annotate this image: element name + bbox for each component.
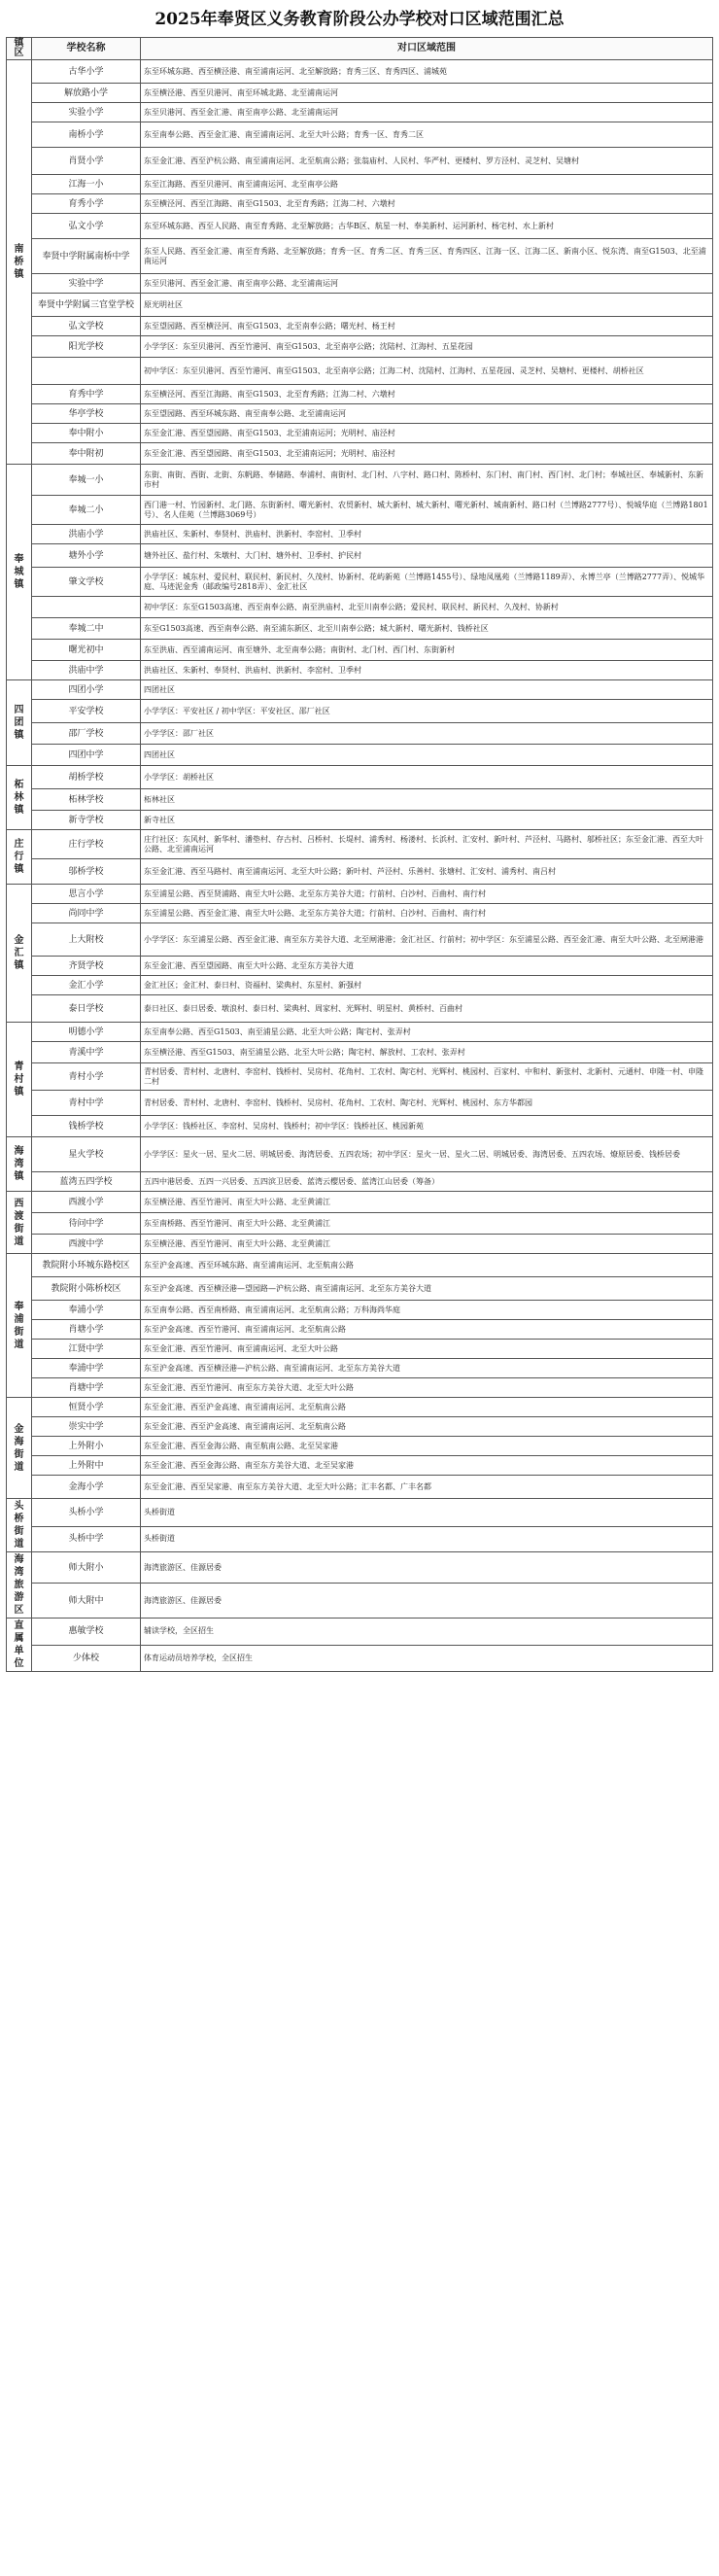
enrollment-table bbox=[6, 37, 713, 1672]
school-name-cell: 上外附小 bbox=[32, 1437, 141, 1456]
range-cell: 东至南奉公路、西至南桥路、南至浦南运河、北至航南公路；万科海尚华庭 bbox=[141, 1301, 713, 1320]
school-name-cell: 崇实中学 bbox=[32, 1417, 141, 1437]
range-cell: 头桥街道 bbox=[141, 1499, 713, 1527]
range-cell: 海湾旅游区、佳源居委 bbox=[141, 1584, 713, 1619]
range-cell: 东至环城东路、西至横泾港、南至浦南运河、北至解放路；育秀三区、育秀四区、浦城苑 bbox=[141, 60, 713, 84]
table-row bbox=[7, 544, 713, 568]
school-name-cell: 肇文学校 bbox=[32, 568, 141, 597]
table-row bbox=[7, 1254, 713, 1277]
range-cell: 西门港一村、竹园新村、北门路、东街新村、曙光新村、农贸新村、城大新村、城大新村、曙光新村、城南新村、路口村（兰博路2777号）、悦城华庭（兰博路1801号）、名人佳苑（兰博路3069号） bbox=[141, 496, 713, 525]
range-cell: 洪庙社区、朱新村、奉贤村、洪庙村、洪新村、李窑村、卫季村 bbox=[141, 661, 713, 680]
range-cell: 东至沪金高速、西至环城东路、南至浦南运河、北至航南公路 bbox=[141, 1254, 713, 1277]
range-cell: 青村居委、青村村、北唐村、李窑村、钱桥村、吴房村、花角村、工农村、陶宅村、光辉村、桃园村、百家村、中和村、新张村、北新村、元通村、申隆一村、申隆二村 bbox=[141, 1063, 713, 1091]
range-cell: 东至横泾港、西至竹港河、南至大叶公路、北至黄浦江 bbox=[141, 1235, 713, 1254]
school-name-cell: 实验小学 bbox=[32, 103, 141, 122]
school-name-cell: 解放路小学 bbox=[32, 84, 141, 103]
school-name-cell: 教院附小环城东路校区 bbox=[32, 1254, 141, 1277]
school-name-cell: 金汇小学 bbox=[32, 976, 141, 995]
range-cell: 东至金汇港、西至竹港河、南至浦南运河、北至大叶公路 bbox=[141, 1340, 713, 1359]
school-name-cell: 上外附中 bbox=[32, 1456, 141, 1476]
range-cell: 小学学区：邵厂社区 bbox=[141, 723, 713, 745]
table-row bbox=[7, 1023, 713, 1042]
table-row bbox=[7, 1172, 713, 1192]
range-cell: 金汇社区；金汇村、泰日村、资福村、梁典村、东星村、新强村 bbox=[141, 976, 713, 995]
range-cell: 五四中港居委、五四一兴居委、五四滨卫居委、蓝湾云樱居委、蓝湾江山居委（筹备） bbox=[141, 1172, 713, 1192]
table-row bbox=[7, 424, 713, 443]
range-cell: 小学学区：胡桥社区 bbox=[141, 766, 713, 789]
table-row bbox=[7, 1398, 713, 1417]
range-cell: 东至南奉公路、西至金汇港、南至浦南运河、北至大叶公路；育秀一区、育秀二区 bbox=[141, 122, 713, 148]
school-name-cell: 惠敏学校 bbox=[32, 1619, 141, 1646]
range-cell: 小学学区：东至浦星公路、西至金汇港、南至东方美谷大道、北至闸港港；金汇社区、行前村；初中学区：东至浦星公路、西至金汇港、南至大叶公路、北至闸港港 bbox=[141, 923, 713, 957]
table-row bbox=[7, 661, 713, 680]
school-name-cell: 金海小学 bbox=[32, 1476, 141, 1499]
school-name-cell: 肖塘小学 bbox=[32, 1320, 141, 1340]
table-row bbox=[7, 465, 713, 496]
school-name-cell: 奉城二中 bbox=[32, 618, 141, 640]
table-row bbox=[7, 957, 713, 976]
table-row bbox=[7, 640, 713, 661]
range-cell: 东至金汇港、西至吴家港、南至东方美谷大道、北至大叶公路；汇丰名都、广丰名都 bbox=[141, 1476, 713, 1499]
table-row bbox=[7, 84, 713, 103]
school-name-cell: 奉中附小 bbox=[32, 424, 141, 443]
town-cell: 直属单位 bbox=[7, 1619, 32, 1672]
range-cell: 塘外社区、盐行村、朱墩村、大门村、塘外村、卫季村、护民村 bbox=[141, 544, 713, 568]
school-name-cell: 奉中附初 bbox=[32, 443, 141, 465]
table-row bbox=[7, 1091, 713, 1116]
school-name-cell: 庄行学校 bbox=[32, 830, 141, 859]
table-row bbox=[7, 336, 713, 358]
range-cell: 东至浦星公路、西至金汇港、南至大叶公路、北至东方美谷大道；行前村、白沙村、百曲村、南行村 bbox=[141, 904, 713, 923]
school-name-cell: 柘林学校 bbox=[32, 789, 141, 811]
range-cell: 辅读学校，全区招生 bbox=[141, 1619, 713, 1646]
town-cell: 庄行镇 bbox=[7, 830, 32, 885]
range-cell: 东至G1503高速、西至南奉公路、南至浦东新区、北至川南奉公路；城大新村、曙光新村、钱桥社区 bbox=[141, 618, 713, 640]
range-cell: 东至横泾港、西至G1503、南至浦星公路、北至大叶公路；陶宅村、解放村、工农村、张弄村 bbox=[141, 1042, 713, 1063]
school-name-cell: 实验中学 bbox=[32, 274, 141, 294]
table-row bbox=[7, 976, 713, 995]
table-row bbox=[7, 103, 713, 122]
table-row bbox=[7, 618, 713, 640]
table-row bbox=[7, 60, 713, 84]
school-name-cell: 弘文小学 bbox=[32, 214, 141, 239]
table-row bbox=[7, 1235, 713, 1254]
town-cell: 奉浦街道 bbox=[7, 1254, 32, 1398]
range-cell: 东至沪金高速、西至横泾港—沪杭公路、南至浦南运河、北至东方美谷大道 bbox=[141, 1359, 713, 1378]
school-name-cell bbox=[32, 597, 141, 618]
school-name-cell bbox=[32, 358, 141, 385]
table-row bbox=[7, 496, 713, 525]
range-cell: 头桥街道 bbox=[141, 1526, 713, 1551]
table-row bbox=[7, 122, 713, 148]
table-row bbox=[7, 1116, 713, 1137]
table-row bbox=[7, 443, 713, 465]
table-row bbox=[7, 1417, 713, 1437]
range-cell: 泰日社区、泰日居委、墩浪村、泰日村、梁典村、周家村、光辉村、明星村、黄桥村、百曲村 bbox=[141, 995, 713, 1023]
table-row bbox=[7, 317, 713, 336]
table-row bbox=[7, 175, 713, 194]
table-row bbox=[7, 1526, 713, 1551]
school-name-cell: 钱桥学校 bbox=[32, 1116, 141, 1137]
table-row bbox=[7, 1340, 713, 1359]
town-cell: 柘林镇 bbox=[7, 766, 32, 830]
table-row bbox=[7, 1378, 713, 1398]
school-name-cell: 奉城二小 bbox=[32, 496, 141, 525]
range-cell: 洪庙社区、朱新村、奉贤村、洪庙村、洪新村、李窑村、卫季村 bbox=[141, 525, 713, 544]
school-name-cell: 奉贤中学附属三官堂学校 bbox=[32, 294, 141, 317]
town-cell: 金汇镇 bbox=[7, 885, 32, 1023]
range-cell: 柘林社区 bbox=[141, 789, 713, 811]
table-row bbox=[7, 885, 713, 904]
school-name-cell: 江海一小 bbox=[32, 175, 141, 194]
town-cell: 西渡街道 bbox=[7, 1192, 32, 1254]
table-row bbox=[7, 723, 713, 745]
school-name-cell: 四团中学 bbox=[32, 745, 141, 766]
school-name-cell: 邵厂学校 bbox=[32, 723, 141, 745]
school-name-cell: 肖贤小学 bbox=[32, 148, 141, 175]
range-cell: 东至江海路、西至贝港河、南至浦南运河、北至南亭公路 bbox=[141, 175, 713, 194]
school-name-cell: 思言小学 bbox=[32, 885, 141, 904]
range-cell: 青村居委、青村村、北唐村、李窑村、钱桥村、吴房村、花角村、工农村、陶宅村、光辉村、桃园村、东方华都园 bbox=[141, 1091, 713, 1116]
table-row bbox=[7, 358, 713, 385]
table-row bbox=[7, 214, 713, 239]
range-cell: 原光明社区 bbox=[141, 294, 713, 317]
school-name-cell: 待问中学 bbox=[32, 1213, 141, 1235]
school-name-cell: 育秀中学 bbox=[32, 385, 141, 404]
range-cell: 新寺社区 bbox=[141, 811, 713, 830]
range-cell: 东至横泾河、西至江海路、南至G1503、北至育秀路；江海二村、六墩村 bbox=[141, 385, 713, 404]
table-row bbox=[7, 1584, 713, 1619]
town-cell: 四团镇 bbox=[7, 680, 32, 766]
range-cell: 东至望园路、西至环城东路、南至南奉公路、北至浦南运河 bbox=[141, 404, 713, 424]
range-cell: 东至贝港河、西至金汇港、南至南亭公路、北至浦南运河 bbox=[141, 274, 713, 294]
table-row bbox=[7, 239, 713, 274]
table-row bbox=[7, 1476, 713, 1499]
table-row bbox=[7, 995, 713, 1023]
school-name-cell: 新寺学校 bbox=[32, 811, 141, 830]
school-name-cell: 泰日学校 bbox=[32, 995, 141, 1023]
school-name-cell: 育秀小学 bbox=[32, 194, 141, 214]
range-cell: 东至环城东路、西至人民路、南至育秀路、北至解放路；古华B区、航星一村、奉美新村、运河新村、杨宅村、水上新村 bbox=[141, 214, 713, 239]
page-title: 2025年奉贤区义务教育阶段公办学校对口区域范围汇总 bbox=[154, 10, 565, 29]
school-name-cell: 明德小学 bbox=[32, 1023, 141, 1042]
range-cell: 四团社区 bbox=[141, 745, 713, 766]
town-cell: 南桥镇 bbox=[7, 60, 32, 465]
table-row bbox=[7, 568, 713, 597]
range-cell: 小学学区：东至贝港河、西至竹港河、南至G1503、北至南亭公路；沈陆村、江海村、五星花园 bbox=[141, 336, 713, 358]
table-row bbox=[7, 789, 713, 811]
school-name-cell: 师大附小 bbox=[32, 1552, 141, 1584]
range-cell: 东至人民路、西至金汇港、南至育秀路、北至解放路；育秀一区、育秀二区、育秀三区、育秀四区、江海一区、江海二区、新南小区、悦东湾、南至G1503、北至浦南运河 bbox=[141, 239, 713, 274]
table-row bbox=[7, 597, 713, 618]
range-cell: 东至横泾港、西至竹港河、南至大叶公路、北至黄浦江 bbox=[141, 1192, 713, 1213]
school-name-cell: 胡桥学校 bbox=[32, 766, 141, 789]
range-cell: 东至金汇港、西至金海公路、南至东方美谷大道、北至吴家港 bbox=[141, 1456, 713, 1476]
table-row bbox=[7, 1552, 713, 1584]
school-name-cell: 塘外小学 bbox=[32, 544, 141, 568]
table-row bbox=[7, 1192, 713, 1213]
town-cell: 头桥街道 bbox=[7, 1499, 32, 1552]
town-cell: 海湾镇 bbox=[7, 1137, 32, 1192]
table-row bbox=[7, 525, 713, 544]
table-row bbox=[7, 148, 713, 175]
range-cell: 东至望园路、西至横泾河、南至G1503、北至南奉公路；曙光村、杨王村 bbox=[141, 317, 713, 336]
table-row bbox=[7, 700, 713, 723]
table-row bbox=[7, 1301, 713, 1320]
range-cell: 东街、南街、西街、北街、东帆路、奉储路、奉浦村、南街村、北门村、八字村、路口村、陈桥村、东门村、南门村、西门村、北门村；奉城社区、奉城新村、东新市村 bbox=[141, 465, 713, 496]
range-cell: 东至金汇港、西至望园路、南至G1503、北至浦南运河；光明村、庙泾村 bbox=[141, 443, 713, 465]
school-name-cell: 曙光初中 bbox=[32, 640, 141, 661]
school-name-cell: 洪庙小学 bbox=[32, 525, 141, 544]
school-name-cell: 头桥中学 bbox=[32, 1526, 141, 1551]
table-row bbox=[7, 1619, 713, 1646]
school-name-cell: 青溪中学 bbox=[32, 1042, 141, 1063]
school-name-cell: 奉城一小 bbox=[32, 465, 141, 496]
school-name-cell: 奉浦小学 bbox=[32, 1301, 141, 1320]
table-row bbox=[7, 1359, 713, 1378]
range-cell: 初中学区：东至贝港河、西至竹港河、南至G1503、北至南亭公路；江海二村、沈陆村、江海村、五星花园、灵芝村、吴塘村、更楼村、胡桥社区 bbox=[141, 358, 713, 385]
range-cell: 东至洪庙、西至浦南运河、南至塘外、北至南奉公路；南街村、北门村、西门村、东街新村 bbox=[141, 640, 713, 661]
table-row bbox=[7, 766, 713, 789]
table-row bbox=[7, 1137, 713, 1172]
range-cell: 小学学区：钱桥社区、李窑村、吴房村、钱桥村；初中学区：钱桥社区、桃园新苑 bbox=[141, 1116, 713, 1137]
school-name-cell: 南桥小学 bbox=[32, 122, 141, 148]
school-name-cell: 青村中学 bbox=[32, 1091, 141, 1116]
school-name-cell: 师大附中 bbox=[32, 1584, 141, 1619]
school-name-cell: 江贤中学 bbox=[32, 1340, 141, 1359]
table-row bbox=[7, 1437, 713, 1456]
range-cell: 小学学区：星火一居、星火二居、明城居委、海湾居委、五四农场；初中学区：星火一居、星火二居、明城居委、海湾居委、五四农场、燎原居委、钱桥居委 bbox=[141, 1137, 713, 1172]
range-cell: 东至金汇港、西至沪金高速、南至浦南运河、北至航南公路 bbox=[141, 1417, 713, 1437]
school-name-cell: 上大附校 bbox=[32, 923, 141, 957]
school-name-cell: 齐贤学校 bbox=[32, 957, 141, 976]
range-cell: 东至金汇港、西至沪杭公路、南至浦南运河、北至航南公路；张翁庙村、人民村、华严村、更楼村、罗方泾村、灵芝村、吴塘村 bbox=[141, 148, 713, 175]
range-cell: 小学学区：平安社区 / 初中学区：平安社区、邵厂社区 bbox=[141, 700, 713, 723]
school-name-cell: 平安学校 bbox=[32, 700, 141, 723]
school-name-cell: 弘文学校 bbox=[32, 317, 141, 336]
range-cell: 庄行社区：东风村、新华村、潘垫村、存古村、吕桥村、长堤村、浦秀村、杨溇村、长浜村、汇安村、新叶村、芦泾村、马路村、邬桥社区；东至金汇港、西至大叶公路、北至浦南运河 bbox=[141, 830, 713, 859]
school-name-cell: 教院附小陈桥校区 bbox=[32, 1277, 141, 1301]
table-row bbox=[7, 1645, 713, 1672]
table-row bbox=[7, 274, 713, 294]
school-name-cell: 奉贤中学附属南桥中学 bbox=[32, 239, 141, 274]
range-cell: 东至横泾港、西至贝港河、南至环城北路、北至浦南运河 bbox=[141, 84, 713, 103]
town-cell: 金海街道 bbox=[7, 1398, 32, 1499]
school-name-cell: 星火学校 bbox=[32, 1137, 141, 1172]
school-name-cell: 肖塘中学 bbox=[32, 1378, 141, 1398]
school-name-cell: 西渡小学 bbox=[32, 1192, 141, 1213]
table-body bbox=[7, 60, 713, 1672]
town-cell: 海湾旅游区 bbox=[7, 1552, 32, 1619]
school-name-cell: 西渡中学 bbox=[32, 1235, 141, 1254]
school-name-cell: 头桥小学 bbox=[32, 1499, 141, 1527]
header-school: 学校名称 bbox=[32, 38, 141, 60]
range-cell: 体育运动员培养学校，全区招生 bbox=[141, 1645, 713, 1672]
header-range: 对口区域范围 bbox=[141, 38, 713, 60]
table-row bbox=[7, 194, 713, 214]
range-cell: 东至金汇港、西至望园路、南至G1503、北至浦南运河；光明村、庙泾村 bbox=[141, 424, 713, 443]
range-cell: 东至金汇港、西至金海公路、南至航南公路、北至吴家港 bbox=[141, 1437, 713, 1456]
table-row bbox=[7, 859, 713, 885]
range-cell: 东至南奉公路、西至G1503、南至浦星公路、北至大叶公路；陶宅村、张弄村 bbox=[141, 1023, 713, 1042]
table-row bbox=[7, 1063, 713, 1091]
range-cell: 东至金汇港、西至竹港河、南至东方美谷大道、北至大叶公路 bbox=[141, 1378, 713, 1398]
header-town: 镇区 bbox=[7, 38, 32, 60]
school-name-cell: 阳光学校 bbox=[32, 336, 141, 358]
table-row bbox=[7, 923, 713, 957]
school-name-cell: 蓝湾五四学校 bbox=[32, 1172, 141, 1192]
table-row bbox=[7, 1456, 713, 1476]
range-cell: 小学学区：城东村、爱民村、联民村、新民村、久茂村、协新村、花屿新苑（兰博路1455号）、绿地凤凰苑（兰博路1189弄）、永博兰亭（兰博路2777弄）、悦城华庭、马迹泥金秀（邮政编号2818弄）、金汇社区 bbox=[141, 568, 713, 597]
table-row bbox=[7, 1042, 713, 1063]
table-row bbox=[7, 745, 713, 766]
table-header-row bbox=[7, 38, 713, 60]
range-cell: 四团社区 bbox=[141, 680, 713, 700]
school-name-cell: 邬桥学校 bbox=[32, 859, 141, 885]
table-row bbox=[7, 680, 713, 700]
town-cell: 奉城镇 bbox=[7, 465, 32, 680]
table-row bbox=[7, 1320, 713, 1340]
school-name-cell: 华亭学校 bbox=[32, 404, 141, 424]
range-cell: 东至沪金高速、西至横泾港—望园路—沪杭公路、南至浦南运河、北至东方美谷大道 bbox=[141, 1277, 713, 1301]
table-row bbox=[7, 385, 713, 404]
school-name-cell: 青村小学 bbox=[32, 1063, 141, 1091]
school-name-cell: 恒贤小学 bbox=[32, 1398, 141, 1417]
table-row bbox=[7, 1213, 713, 1235]
table-row bbox=[7, 811, 713, 830]
school-name-cell: 少体校 bbox=[32, 1645, 141, 1672]
school-name-cell: 尚同中学 bbox=[32, 904, 141, 923]
range-cell: 东至金汇港、西至沪金高速、南至浦南运河、北至航南公路 bbox=[141, 1398, 713, 1417]
range-cell: 东至金汇港、西至望园路、南至大叶公路、北至东方美谷大道 bbox=[141, 957, 713, 976]
town-cell: 青村镇 bbox=[7, 1023, 32, 1137]
range-cell: 海湾旅游区、佳源居委 bbox=[141, 1552, 713, 1584]
table-row bbox=[7, 404, 713, 424]
range-cell: 初中学区：东至G1503高速、西至南奉公路、南至洪庙村、北至川南奉公路；爱民村、联民村、新民村、久茂村、协新村 bbox=[141, 597, 713, 618]
table-row bbox=[7, 904, 713, 923]
table-row bbox=[7, 1499, 713, 1527]
range-cell: 东至贝港河、西至金汇港、南至南亭公路、北至浦南运河 bbox=[141, 103, 713, 122]
range-cell: 东至横泾河、西至江海路、南至G1503、北至育秀路；江海二村、六墩村 bbox=[141, 194, 713, 214]
range-cell: 东至浦星公路、西至贤浦路、南至大叶公路、北至东方美谷大道；行前村、白沙村、百曲村、南行村 bbox=[141, 885, 713, 904]
table-row bbox=[7, 294, 713, 317]
school-name-cell: 奉浦中学 bbox=[32, 1359, 141, 1378]
school-name-cell: 四团小学 bbox=[32, 680, 141, 700]
range-cell: 东至沪金高速、西至竹港河、南至浦南运河、北至航南公路 bbox=[141, 1320, 713, 1340]
table-row bbox=[7, 830, 713, 859]
school-name-cell: 洪庙中学 bbox=[32, 661, 141, 680]
school-name-cell: 古华小学 bbox=[32, 60, 141, 84]
range-cell: 东至金汇港、西至马路村、南至浦南运河、北至大叶公路；新叶村、芦泾村、乐善村、张塘村、汇安村、浦秀村、南吕村 bbox=[141, 859, 713, 885]
table-row bbox=[7, 1277, 713, 1301]
range-cell: 东至南桥路、西至竹港河、南至大叶公路、北至黄浦江 bbox=[141, 1213, 713, 1235]
